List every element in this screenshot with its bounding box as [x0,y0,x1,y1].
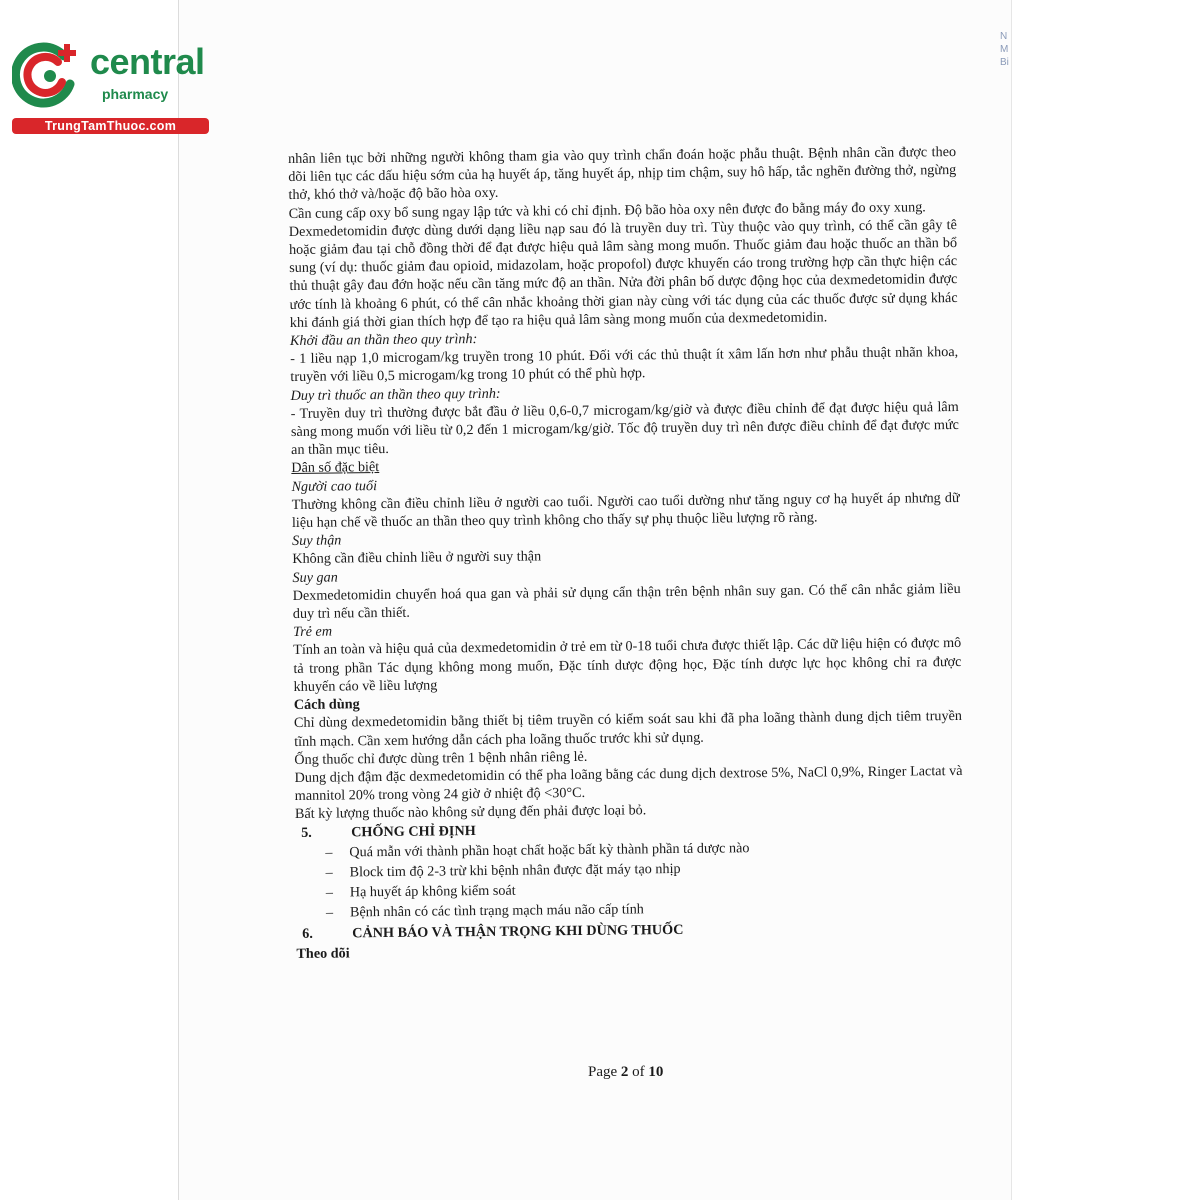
section-number: 5. [301,824,312,841]
page-edge-mark: N M Bi [1000,31,1009,68]
paragraph-elderly: Thường không cần điều chỉnh liều ở người cao tuổi. Người cao tuổi dường như tăng nguy cơ hạ huyết áp nhưng dữ liệu hạn chế về thuốc an thần theo quy trình không cho thấy sự phụ thuộc liều lượng rõ ràng. [291,489,960,532]
subheading-monitoring: Theo dõi [296,945,350,962]
paragraph-maintenance-dose: - Truyền duy trì thường được bắt đầu ở liều 0,6-0,7 microgam/kg/giờ và được điều chỉnh để đạt được hiệu quả lâm sàng mong muốn với liều từ 0,2 đến 1 microgam/kg/giờ. Tốc độ truyền duy trì nên được điều chỉnh để đạt được mức an thần mục tiêu. [290,398,960,459]
dash-bullet: – [325,864,333,881]
paragraph-pediatric: Tính an toàn và hiệu quả của dexmedetomidin ở trẻ em từ 0-18 tuổi chưa được thiết lập. Các dữ liệu hiện có được mô tả trong phần Tác dụng không mong muốn, Đặc tính dược động học, Đặc tính dược lực học không chỉ ra được khuyến cáo về liều lượng [293,635,962,695]
section-number: 6. [302,925,313,942]
paragraph-hepatic: Dexmedetomidin chuyển hoá qua gan và phải sử dụng cẩn thận trên bệnh nhân suy gan. Có thể cân nhắc giảm liều duy trì nếu cần thiết. [292,580,961,623]
contraindication-list [295,837,964,923]
paragraph-disposal: Bất kỳ lượng thuốc nào không sử dụng đến phải được loại bỏ. [294,802,647,823]
logo-website-link[interactable]: TrungTamThuoc.com [12,118,209,134]
paragraph-renal: Không cần điều chỉnh liều ở người suy thận [292,548,542,568]
heading-administration: Cách dùng [293,696,360,714]
section-title: CẢNH BÁO VÀ THẬN TRỌNG KHI DÙNG THUỐC [352,921,684,941]
paragraph-single-use: Ống thuốc chỉ được dùng trên 1 bệnh nhân riêng lẻ. [294,748,588,768]
paragraph-oxygen: Cần cung cấp oxy bổ sung ngay lập tức và khi có chỉ định. Độ bão hòa oxy nên được đo bằng máy đo oxy xung. [288,198,926,222]
pharmacy-cross-icon [12,38,88,114]
document-body [288,143,964,963]
subheading-pediatric: Trẻ em [292,623,333,641]
list-item: – Quá mẫn với thành phần hoạt chất hoặc bất kỳ thành phần tá dược nào [325,839,750,861]
subheading-maintenance: Duy trì thuốc an thần theo quy trình: [290,385,501,404]
heading-special-populations: Dân số đặc biệt [291,459,380,477]
central-pharmacy-logo[interactable] [12,38,222,138]
paragraph-loading-dose: - 1 liều nạp 1,0 microgam/kg truyền trong 10 phút. Đối với các thủ thuật ít xâm lấn hơn như phẫu thuật nhãn khoa, truyền với liều 0,5 microgam/kg trong 10 phút có thể phù hợp. [290,344,959,386]
subheading-hepatic: Suy gan [292,569,338,586]
paragraph-monitoring: nhân liên tục bởi những người không tham gia vào quy trình chẩn đoán hoặc phẫu thuật. Bệnh nhân cần được theo dõi liên tục các dấu hiệu sớm của hạ huyết áp, tăng huyết áp, nhịp tim chậm, suy hô hấp, tắc nghẽn đường thở, ngừng thở, khó thở và/hoặc độ bão hòa oxy. [288,144,957,204]
paragraph-dosing-overview: Dexmedetomidin được dùng dưới dạng liều nạp sau đó là truyền duy trì. Tùy thuộc vào quy trình, có thể cần gây tê hoặc giảm đau tại chỗ đồng thời để đạt được hiệu quả lâm sàng mong muốn. Thuốc giảm đau hoặc thuốc an thần bổ sung (ví dụ: thuốc giảm đau opioid, midazolam, hoặc propofol) được khuyến cáo trong trường hợp cần thực hiện các thủ thuật gây đau đớn hoặc nếu cần tăng mức độ an thần. Nửa đời phân bố dược động học của dexmedetomidin được ước tính là khoảng 6 phút, có thể cân nhắc khoảng thời gian này cùng với tác dụng của các thuốc được sử dụng khác khi đánh giá thời gian thích hợp để tạo ra hiệu quả lâm sàng mong muốn của dexmedetomidin. [288,216,958,331]
list-item: – Bệnh nhân có các tình trạng mạch máu não cấp tính [325,901,644,921]
dash-bullet: – [325,904,334,921]
logo-brand-name: central [90,41,205,82]
subheading-elderly: Người cao tuổi [291,477,378,495]
dash-bullet: – [325,884,333,901]
dash-bullet: – [325,844,333,861]
subheading-renal: Suy thận [292,532,342,550]
logo-subtitle: pharmacy [102,86,169,102]
subheading-induction: Khởi đầu an thần theo quy trình: [289,331,478,350]
section-title: CHỐNG CHỈ ĐỊNH [351,822,476,840]
paragraph-dilution: Dung dịch đậm đặc dexmedetomidin có thể pha loãng bằng các dung dịch dextrose 5%, NaCl 0,9%, Ringer Lactat và mannitol 20% trong vòng 24 giờ ở nhiệt độ <30°C. [294,762,963,805]
paragraph-administration: Chỉ dùng dexmedetomidin bằng thiết bị tiêm truyền có kiểm soát sau khi đã pha loãng thành dung dịch tiêm truyền tĩnh mạch. Cần xem hướng dẫn cách pha loãng thuốc trước khi sử dụng. [293,708,963,750]
page-number: Page 2 of 10 [588,1064,664,1080]
list-item: – Block tim độ 2-3 trừ khi bệnh nhân được đặt máy tạo nhịp [325,860,681,881]
list-item: – Hạ huyết áp không kiểm soát [325,882,516,901]
